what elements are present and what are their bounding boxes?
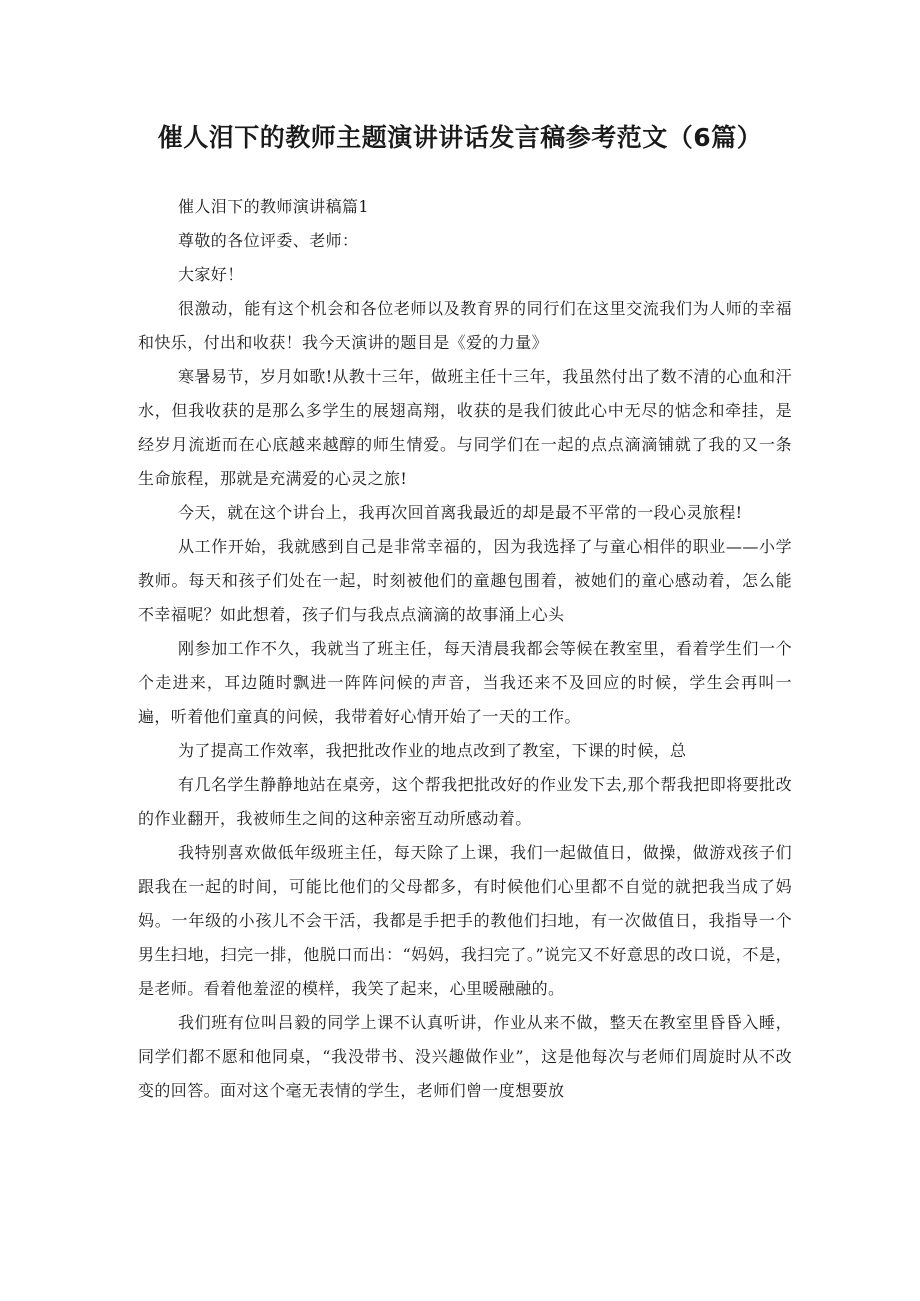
paragraph: 很激动，能有这个机会和各位老师以及教育界的同行们在这里交流我们为人师的幸福和快乐，付出和收获！我今天演讲的题目是《爱的力量》 <box>138 299 792 352</box>
document-body <box>138 190 792 1108</box>
greeting: 大家好！ <box>178 265 244 284</box>
paragraph: 我特别喜欢做低年级班主任，每天除了上课，我们一起做值日，做操，做游戏孩子们跟我在一起的时间，可能比他们的父母都多，有时候他们心里都不自觉的就把我当成了妈妈。一年级的小孩儿不会干活，我都是手把手的教他们扫地，有一次做值日，我指导一个男生扫地，扫完一排，他脱口而出：“妈妈，我扫完了。”说完又不好意思的改口说，不是，是老师。看着他羞涩的模样，我笑了起来，心里暖融融的。 <box>138 843 792 998</box>
paragraph: 刚参加工作不久，我就当了班主任，每天清晨我都会等候在教室里，看着学生们一个个走进来，耳边随时飘进一阵阵问候的声音，当我还来不及回应的时候，学生会再叫一遍，听着他们童真的问候，我带着好心情开始了一天的工作。 <box>138 639 792 726</box>
paragraph: 有几名学生静静地站在桌旁，这个帮我把批改好的作业发下去,那个帮我把即将要批改的作业翻开，我被师生之间的这种亲密互动所感动着。 <box>138 775 792 828</box>
paragraph: 我们班有位叫吕毅的同学上课不认真听讲，作业从来不做，整天在教室里昏昏入睡，同学们都不愿和他同桌，“我没带书、没兴趣做作业”，这是他每次与老师们周旋时从不改变的回答。面对这个毫无表情的学生，老师们曾一度想要放 <box>138 1013 792 1100</box>
paragraph: 今天，就在这个讲台上，我再次回首离我最近的却是最不平常的一段心灵旅程! <box>178 503 743 522</box>
paragraph: 为了提高工作效率，我把批改作业的地点改到了教室，下课的时候，总 <box>178 741 687 760</box>
document-title: 催人泪下的教师主题演讲讲话发言稿参考范文（6篇） <box>157 123 763 152</box>
paragraph: 寒暑易节，岁月如歌!从教十三年，做班主任十三年，我虽然付出了数不清的心血和汗水，但我收获的是那么多学生的展翅高翔，收获的是我们彼此心中无尽的惦念和牵挂，是经岁月流逝而在心底越来越醇的师生情爱。与同学们在一起的点点滴滴铺就了我的又一条生命旅程，那就是充满爱的心灵之旅! <box>138 367 792 488</box>
paragraph: 从工作开始，我就感到自己是非常幸福的，因为我选择了与童心相伴的职业——小学教师。每天和孩子们处在一起，时刻被他们的童趣包围着，被她们的童心感动着，怎么能不幸福呢？如此想着，孩子们与我点点滴滴的故事涌上心头 <box>138 537 792 624</box>
salutation: 尊敬的各位评委、老师： <box>178 231 359 250</box>
section-heading: 催人泪下的教师演讲稿篇1 <box>178 197 369 216</box>
